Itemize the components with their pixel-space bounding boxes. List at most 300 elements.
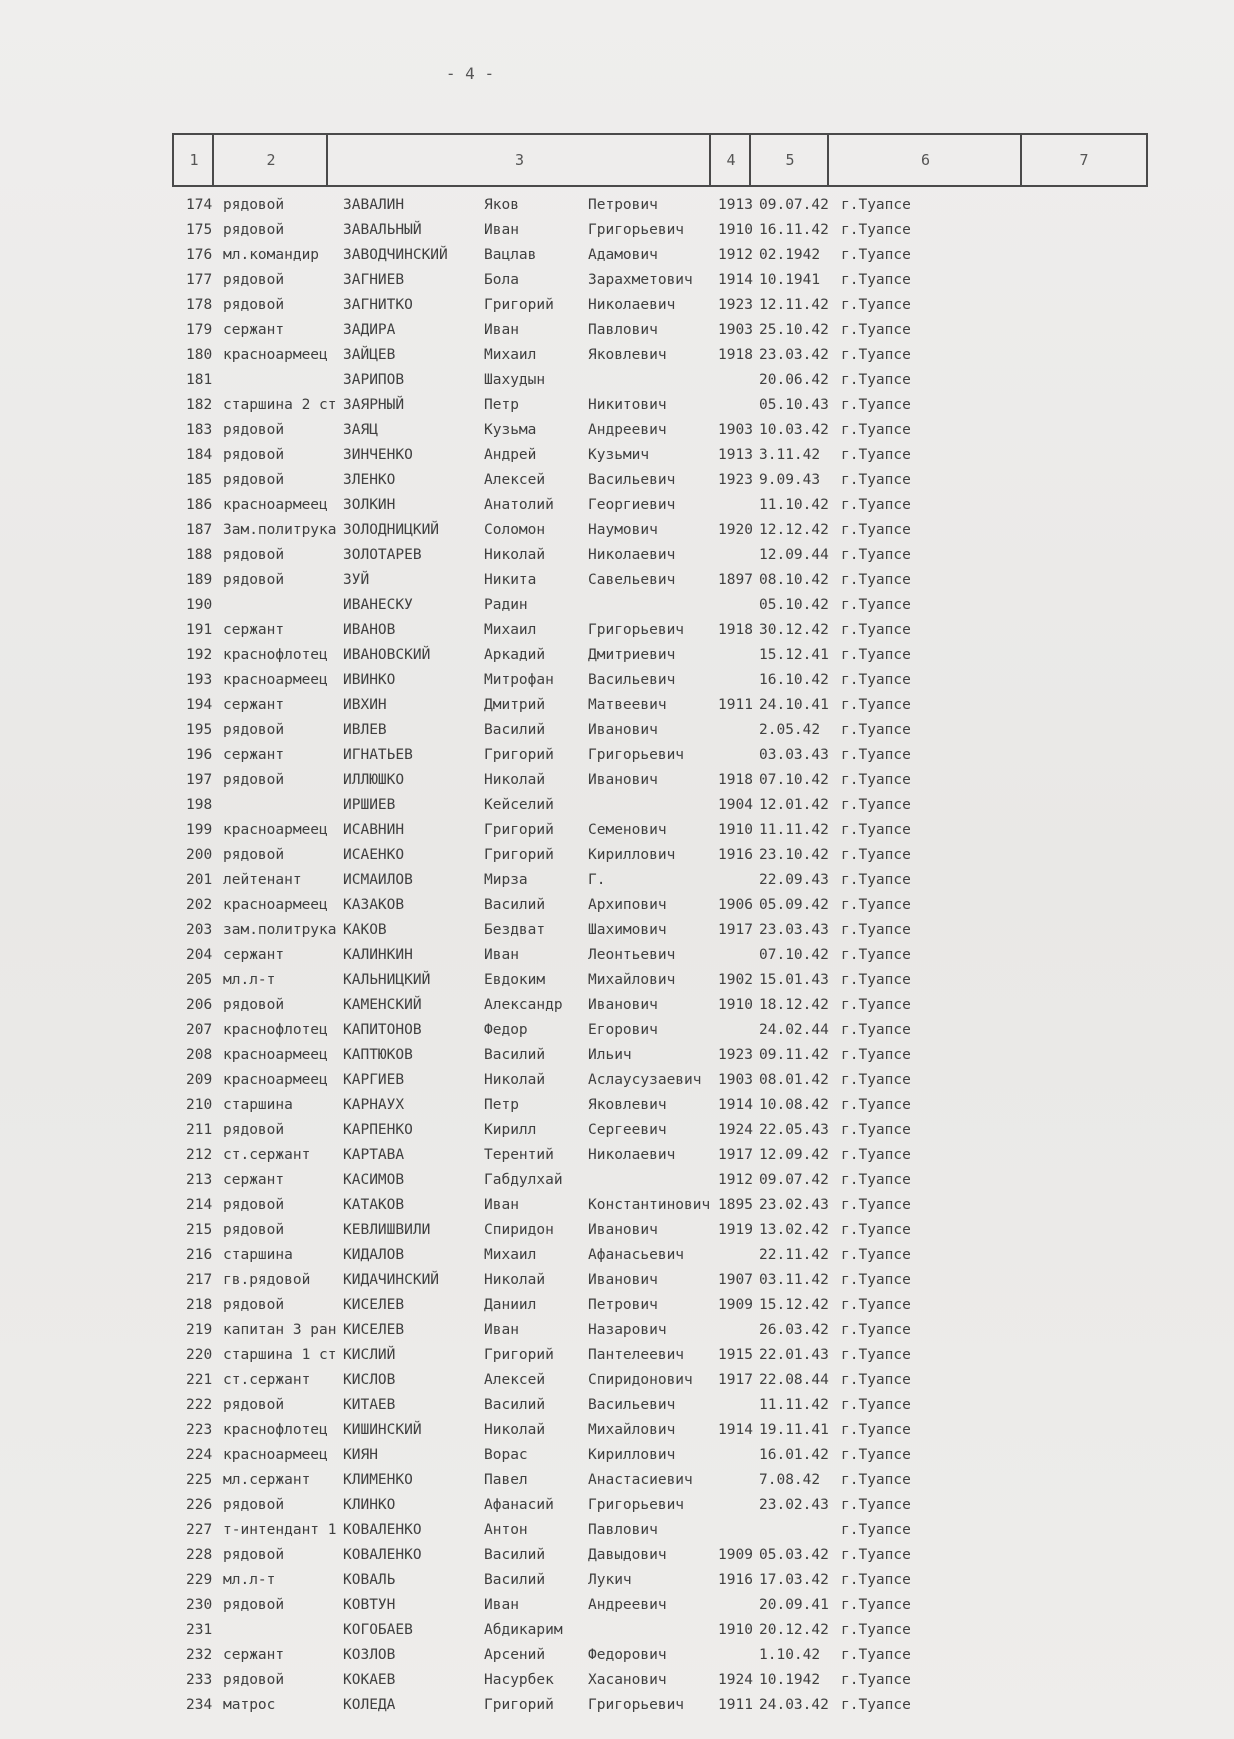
table-row: [186, 1193, 986, 1218]
patronymic: Ильич: [588, 1047, 632, 1063]
table-row: [186, 643, 986, 668]
burial-place: г.Туапсе: [841, 697, 911, 713]
first-name: Григорий: [484, 747, 554, 763]
surname: КОЗЛОВ: [343, 1647, 396, 1663]
death-date: 05.10.42: [759, 597, 829, 613]
first-name: Иван: [484, 1597, 519, 1613]
birth-year: 1917: [718, 1372, 753, 1388]
death-date: 16.11.42: [759, 222, 829, 238]
record-number: 226: [186, 1497, 213, 1513]
rank: рядовой: [223, 1297, 285, 1313]
first-name: Николай: [484, 772, 546, 788]
burial-place: г.Туапсе: [841, 1372, 911, 1388]
surname: КАМЕНСКИЙ: [343, 997, 422, 1013]
death-date: 20.06.42: [759, 372, 829, 388]
record-number: 204: [186, 947, 213, 963]
birth-year: 1919: [718, 1222, 753, 1238]
burial-place: г.Туапсе: [841, 1697, 911, 1713]
birth-year: 1918: [718, 772, 753, 788]
table-row: [186, 943, 986, 968]
rank: сержант: [223, 947, 285, 963]
burial-place: г.Туапсе: [841, 947, 911, 963]
burial-place: г.Туапсе: [841, 872, 911, 888]
table-row: [186, 718, 986, 743]
burial-place: г.Туапсе: [841, 1422, 911, 1438]
first-name: Василий: [484, 1397, 546, 1413]
rank: рядовой: [223, 422, 285, 438]
table-row: [186, 693, 986, 718]
patronymic: Андреевич: [588, 422, 667, 438]
rank: сержант: [223, 1172, 285, 1188]
rank: сержант: [223, 697, 285, 713]
first-name: Федор: [484, 1022, 528, 1038]
first-name: Николай: [484, 1272, 546, 1288]
patronymic: Дмитриевич: [588, 647, 676, 663]
death-date: 02.1942: [759, 247, 821, 263]
death-date: 16.01.42: [759, 1447, 829, 1463]
death-date: 24.10.41: [759, 697, 829, 713]
birth-year: 1917: [718, 1147, 753, 1163]
table-row: [186, 843, 986, 868]
birth-year: 1903: [718, 422, 753, 438]
death-date: 13.02.42: [759, 1222, 829, 1238]
surname: КИТАЕВ: [343, 1397, 396, 1413]
surname: КИДАЧИНСКИЙ: [343, 1272, 440, 1288]
surname: КИСЕЛЕВ: [343, 1322, 405, 1338]
record-number: 214: [186, 1197, 213, 1213]
patronymic: Савельевич: [588, 572, 676, 588]
record-number: 199: [186, 822, 213, 838]
rank: красноармеец: [223, 1447, 328, 1463]
first-name: Мирза: [484, 872, 528, 888]
rank: рядовой: [223, 297, 285, 313]
birth-year: 1902: [718, 972, 753, 988]
death-date: 08.01.42: [759, 1072, 829, 1088]
record-number: 220: [186, 1347, 213, 1363]
patronymic: Михайлович: [588, 972, 676, 988]
table-row: [186, 193, 986, 218]
table-row: [186, 768, 986, 793]
table-row: [186, 218, 986, 243]
rank: старшина 1 ст: [223, 1347, 337, 1363]
burial-place: г.Туапсе: [841, 1172, 911, 1188]
birth-year: 1910: [718, 822, 753, 838]
birth-year: 1924: [718, 1672, 753, 1688]
rank: мл.командир: [223, 247, 320, 263]
death-date: 05.03.42: [759, 1547, 829, 1563]
death-date: 2.05.42: [759, 722, 821, 738]
death-date: 03.03.43: [759, 747, 829, 763]
table-row: [186, 1368, 986, 1393]
patronymic: Аслаусузаевич: [588, 1072, 702, 1088]
rank: ст.сержант: [223, 1372, 311, 1388]
record-number: 191: [186, 622, 213, 638]
surname: ИСАВНИН: [343, 822, 405, 838]
record-number: 208: [186, 1047, 213, 1063]
surname: ЗАДИРА: [343, 322, 396, 338]
death-date: 26.03.42: [759, 1322, 829, 1338]
table-row: [186, 1268, 986, 1293]
surname: КИСЛИЙ: [343, 1347, 396, 1363]
death-date: 19.11.41: [759, 1422, 829, 1438]
record-number: 231: [186, 1622, 213, 1638]
surname: КОВТУН: [343, 1597, 396, 1613]
burial-place: г.Туапсе: [841, 622, 911, 638]
rank: мл.л-т: [223, 1572, 276, 1588]
patronymic: Федорович: [588, 1647, 667, 1663]
burial-place: г.Туапсе: [841, 1222, 911, 1238]
burial-place: г.Туапсе: [841, 1247, 911, 1263]
record-number: 234: [186, 1697, 213, 1713]
table-row: [186, 243, 986, 268]
burial-place: г.Туапсе: [841, 1447, 911, 1463]
death-date: 9.09.43: [759, 472, 821, 488]
column-header: 6: [827, 135, 1022, 185]
record-number: 228: [186, 1547, 213, 1563]
rank: красноармеец: [223, 672, 328, 688]
burial-place: г.Туапсе: [841, 647, 911, 663]
record-number: 196: [186, 747, 213, 763]
table-row: [186, 493, 986, 518]
burial-place: г.Туапсе: [841, 847, 911, 863]
death-date: 22.01.43: [759, 1347, 829, 1363]
first-name: Михаил: [484, 622, 537, 638]
patronymic: Кириллович: [588, 847, 676, 863]
first-name: Габдулхай: [484, 1172, 563, 1188]
birth-year: 1904: [718, 797, 753, 813]
surname: ИВАНЕСКУ: [343, 597, 413, 613]
surname: ЗЛЕНКО: [343, 472, 396, 488]
first-name: Кейселий: [484, 797, 554, 813]
record-number: 213: [186, 1172, 213, 1188]
patronymic: Сергеевич: [588, 1122, 667, 1138]
death-date: 07.10.42: [759, 772, 829, 788]
surname: КАРНАУХ: [343, 1097, 405, 1113]
patronymic: Яковлевич: [588, 347, 667, 363]
record-number: 210: [186, 1097, 213, 1113]
first-name: Никита: [484, 572, 537, 588]
birth-year: 1920: [718, 522, 753, 538]
death-date: 17.03.42: [759, 1572, 829, 1588]
table-row: [186, 818, 986, 843]
rank: сержант: [223, 322, 285, 338]
surname: ЗОЛОТАРЕВ: [343, 547, 422, 563]
burial-place: г.Туапсе: [841, 1047, 911, 1063]
burial-place: г.Туапсе: [841, 272, 911, 288]
first-name: Насурбек: [484, 1672, 554, 1688]
first-name: Михаил: [484, 1247, 537, 1263]
surname: КЛИМЕНКО: [343, 1472, 413, 1488]
rank: сержант: [223, 622, 285, 638]
burial-place: г.Туапсе: [841, 672, 911, 688]
patronymic: Михайлович: [588, 1422, 676, 1438]
birth-year: 1911: [718, 1697, 753, 1713]
death-date: 23.02.43: [759, 1197, 829, 1213]
table-row: [186, 1393, 986, 1418]
birth-year: 1909: [718, 1297, 753, 1313]
table-row: [186, 1493, 986, 1518]
record-number: 182: [186, 397, 213, 413]
surname: ИРШИЕВ: [343, 797, 396, 813]
first-name: Шахудын: [484, 372, 546, 388]
surname: ИВИНКО: [343, 672, 396, 688]
first-name: Василий: [484, 897, 546, 913]
surname: ЗАЯРНЫЙ: [343, 397, 405, 413]
death-date: 12.12.42: [759, 522, 829, 538]
death-date: 10.03.42: [759, 422, 829, 438]
patronymic: Егорович: [588, 1022, 658, 1038]
table-row: [186, 568, 986, 593]
burial-place: г.Туапсе: [841, 397, 911, 413]
birth-year: 1913: [718, 197, 753, 213]
burial-place: г.Туапсе: [841, 897, 911, 913]
patronymic: Давыдович: [588, 1547, 667, 1563]
burial-place: г.Туапсе: [841, 1147, 911, 1163]
record-number: 205: [186, 972, 213, 988]
table-row: [186, 318, 986, 343]
burial-place: г.Туапсе: [841, 922, 911, 938]
record-number: 178: [186, 297, 213, 313]
birth-year: 1923: [718, 472, 753, 488]
first-name: Григорий: [484, 297, 554, 313]
surname: ИВАНОВ: [343, 622, 396, 638]
first-name: Кузьма: [484, 422, 537, 438]
table-header: [172, 133, 1148, 187]
death-date: 16.10.42: [759, 672, 829, 688]
table-row: [186, 1068, 986, 1093]
first-name: Яков: [484, 197, 519, 213]
first-name: Николай: [484, 1422, 546, 1438]
record-number: 185: [186, 472, 213, 488]
patronymic: Наумович: [588, 522, 658, 538]
burial-place: г.Туапсе: [841, 1022, 911, 1038]
rank: рядовой: [223, 997, 285, 1013]
patronymic: Павлович: [588, 1522, 658, 1538]
surname: КИШИНСКИЙ: [343, 1422, 422, 1438]
birth-year: 1906: [718, 897, 753, 913]
record-number: 212: [186, 1147, 213, 1163]
burial-place: г.Туапсе: [841, 347, 911, 363]
page-number: - 4 -: [445, 64, 495, 83]
record-number: 216: [186, 1247, 213, 1263]
rank: зам.политрука: [223, 922, 337, 938]
burial-place: г.Туапсе: [841, 1272, 911, 1288]
burial-place: г.Туапсе: [841, 1472, 911, 1488]
first-name: Даниил: [484, 1297, 537, 1313]
death-date: 10.08.42: [759, 1097, 829, 1113]
patronymic: Николаевич: [588, 1147, 676, 1163]
first-name: Алексей: [484, 472, 546, 488]
birth-year: 1916: [718, 847, 753, 863]
rank: рядовой: [223, 1547, 285, 1563]
birth-year: 1914: [718, 1422, 753, 1438]
record-number: 190: [186, 597, 213, 613]
first-name: Василий: [484, 1572, 546, 1588]
birth-year: 1913: [718, 447, 753, 463]
table-row: [186, 268, 986, 293]
death-date: 12.01.42: [759, 797, 829, 813]
first-name: Григорий: [484, 1347, 554, 1363]
first-name: Соломон: [484, 522, 546, 538]
death-date: 22.08.44: [759, 1372, 829, 1388]
first-name: Павел: [484, 1472, 528, 1488]
table-row: [186, 1643, 986, 1668]
surname: ЗАГНИЕВ: [343, 272, 405, 288]
burial-place: г.Туапсе: [841, 1122, 911, 1138]
record-number: 177: [186, 272, 213, 288]
surname: КОВАЛЬ: [343, 1572, 396, 1588]
patronymic: Зарахметович: [588, 272, 693, 288]
surname: КАПИТОНОВ: [343, 1022, 422, 1038]
record-number: 180: [186, 347, 213, 363]
patronymic: Шахимович: [588, 922, 667, 938]
surname: КИДАЛОВ: [343, 1247, 405, 1263]
death-date: 08.10.42: [759, 572, 829, 588]
patronymic: Григорьевич: [588, 1497, 685, 1513]
record-number: 209: [186, 1072, 213, 1088]
first-name: Митрофан: [484, 672, 554, 688]
record-number: 188: [186, 547, 213, 563]
patronymic: Анастасиевич: [588, 1472, 693, 1488]
burial-place: г.Туапсе: [841, 772, 911, 788]
surname: ИВХИН: [343, 697, 387, 713]
patronymic: Афанасьевич: [588, 1247, 685, 1263]
first-name: Абдикарим: [484, 1622, 563, 1638]
burial-place: г.Туапсе: [841, 447, 911, 463]
patronymic: Васильевич: [588, 472, 676, 488]
death-date: 22.05.43: [759, 1122, 829, 1138]
patronymic: Петрович: [588, 1297, 658, 1313]
first-name: Ворас: [484, 1447, 528, 1463]
patronymic: Леонтьевич: [588, 947, 676, 963]
patronymic: Григорьевич: [588, 622, 685, 638]
record-number: 175: [186, 222, 213, 238]
surname: ЗАГНИТКО: [343, 297, 413, 313]
table-row: [186, 1118, 986, 1143]
record-number: 187: [186, 522, 213, 538]
rank: рядовой: [223, 1497, 285, 1513]
first-name: Дмитрий: [484, 697, 546, 713]
first-name: Петр: [484, 397, 519, 413]
surname: КАРГИЕВ: [343, 1072, 405, 1088]
death-date: 18.12.42: [759, 997, 829, 1013]
surname: КЛИНКО: [343, 1497, 396, 1513]
surname: КОГОБАЕВ: [343, 1622, 413, 1638]
rank: сержант: [223, 747, 285, 763]
rank: капитан 3 ран: [223, 1322, 337, 1338]
burial-place: г.Туапсе: [841, 597, 911, 613]
first-name: Терентий: [484, 1147, 554, 1163]
burial-place: г.Туапсе: [841, 372, 911, 388]
burial-place: г.Туапсе: [841, 972, 911, 988]
birth-year: 1923: [718, 1047, 753, 1063]
surname: ИГНАТЬЕВ: [343, 747, 413, 763]
first-name: Григорий: [484, 847, 554, 863]
table-row: [186, 618, 986, 643]
surname: КИСЛОВ: [343, 1372, 396, 1388]
record-number: 206: [186, 997, 213, 1013]
record-number: 215: [186, 1222, 213, 1238]
surname: КАЛИНКИН: [343, 947, 413, 963]
birth-year: 1911: [718, 697, 753, 713]
rank: рядовой: [223, 447, 285, 463]
patronymic: Семенович: [588, 822, 667, 838]
patronymic: Яковлевич: [588, 1097, 667, 1113]
birth-year: 1903: [718, 322, 753, 338]
first-name: Спиридон: [484, 1222, 554, 1238]
column-header: 3: [326, 135, 711, 185]
rank: рядовой: [223, 197, 285, 213]
rank: рядовой: [223, 1122, 285, 1138]
burial-place: г.Туапсе: [841, 247, 911, 263]
rank: рядовой: [223, 1597, 285, 1613]
surname: КЕВЛИШВИЛИ: [343, 1222, 431, 1238]
patronymic: Николаевич: [588, 297, 676, 313]
birth-year: 1918: [718, 622, 753, 638]
birth-year: 1895: [718, 1197, 753, 1213]
burial-place: г.Туапсе: [841, 1622, 911, 1638]
table-row: [186, 1568, 986, 1593]
birth-year: 1918: [718, 347, 753, 363]
table-row: [186, 393, 986, 418]
first-name: Бездват: [484, 922, 546, 938]
death-date: 07.10.42: [759, 947, 829, 963]
table-row: [186, 1043, 986, 1068]
burial-place: г.Туапсе: [841, 997, 911, 1013]
surname: ИСАЕНКО: [343, 847, 405, 863]
surname: ИВЛЕВ: [343, 722, 387, 738]
burial-place: г.Туапсе: [841, 322, 911, 338]
record-number: 211: [186, 1122, 213, 1138]
record-number: 218: [186, 1297, 213, 1313]
death-date: 30.12.42: [759, 622, 829, 638]
death-date: 10.1941: [759, 272, 821, 288]
patronymic: Никитович: [588, 397, 667, 413]
table-row: [186, 1618, 986, 1643]
burial-place: г.Туапсе: [841, 1647, 911, 1663]
burial-place: г.Туапсе: [841, 1572, 911, 1588]
record-number: 181: [186, 372, 213, 388]
death-date: 03.11.42: [759, 1272, 829, 1288]
rank: рядовой: [223, 272, 285, 288]
patronymic: Кузьмич: [588, 447, 650, 463]
death-date: 22.09.43: [759, 872, 829, 888]
surname: ЗАВОДЧИНСКИЙ: [343, 247, 448, 263]
table-row: [186, 1318, 986, 1343]
first-name: Бола: [484, 272, 519, 288]
rank: мл.л-т: [223, 972, 276, 988]
first-name: Анатолий: [484, 497, 554, 513]
death-date: 25.10.42: [759, 322, 829, 338]
first-name: Иван: [484, 1322, 519, 1338]
table-row: [186, 1018, 986, 1043]
record-number: 194: [186, 697, 213, 713]
death-date: 11.10.42: [759, 497, 829, 513]
rank: красноармеец: [223, 1047, 328, 1063]
column-header: 5: [749, 135, 829, 185]
record-number: 222: [186, 1397, 213, 1413]
first-name: Андрей: [484, 447, 537, 463]
rank: старшина 2 ст: [223, 397, 337, 413]
table-row: [186, 343, 986, 368]
patronymic: Георгиевич: [588, 497, 676, 513]
patronymic: Пантелеевич: [588, 1347, 685, 1363]
surname: ЗАВАЛИН: [343, 197, 405, 213]
first-name: Николай: [484, 547, 546, 563]
table-row: [186, 1668, 986, 1693]
patronymic: Матвеевич: [588, 697, 667, 713]
surname: ЗАЯЦ: [343, 422, 378, 438]
